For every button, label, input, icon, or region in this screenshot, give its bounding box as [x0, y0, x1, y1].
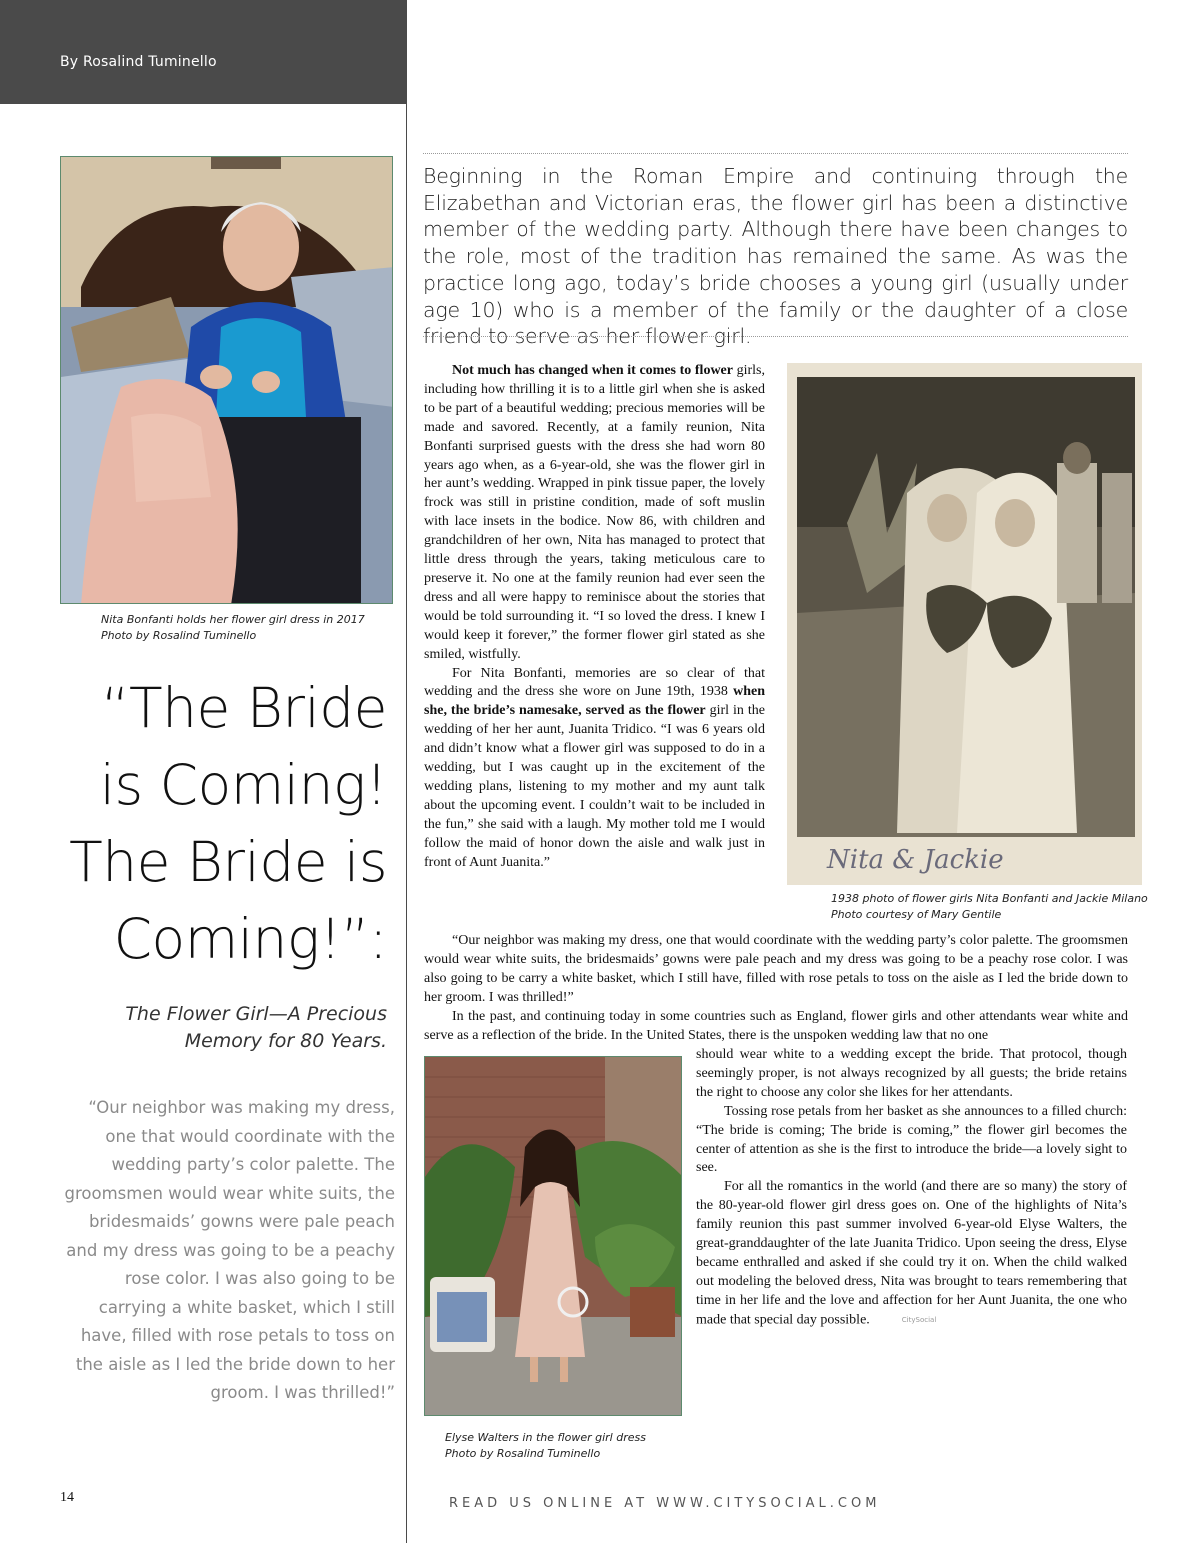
- page-number: 14: [60, 1490, 74, 1505]
- article-paragraph: should wear white to a wedding except the bride. That protocol, though seemingly proper, is not always recognized by all guests; the bride retains the right to choose any color she likes for her attendants.: [696, 1047, 1127, 1100]
- article-paragraph: [696, 1178, 1127, 1330]
- photo-1938-flower-girls: [787, 363, 1142, 885]
- article-paragraph: [424, 362, 765, 665]
- footer-url: READ US ONLINE AT WWW.CITYSOCIAL.COM: [449, 1496, 881, 1511]
- column-divider: [406, 104, 407, 1543]
- headline-line: Coming!”:: [113, 907, 387, 971]
- photo-nita-illustration: [61, 157, 393, 604]
- paragraph-text: For Nita Bonfanti, memories are so clear of that wedding and the dress she wore on June 19th, 1938: [424, 665, 765, 700]
- caption-credit: Photo by Rosalind Tuminello: [445, 1447, 601, 1460]
- intro-paragraph: Beginning in the Roman Empire and continuing through the Elizabethan and Victorian eras, the flower girl has been a distinctive member of the wedding party. Although there have been changes to the role, most of the tradition has remained the same. As was the practice long ago, today’s bride chooses a young girl (usually under age 10) who is a member of the family or the daughter of a close friend to serve as her flower girl.: [423, 164, 1128, 349]
- article-paragraph: In the past, and continuing today in some countries such as England, flower girls and other attendants wear white and serve as a reflection of the bride. In the United States, there is the unspoken wedding law that no one: [424, 1008, 1128, 1043]
- dotted-rule-top: [423, 153, 1128, 154]
- subheadline-line: The Flower Girl—A Precious: [125, 1003, 387, 1025]
- bold-phrase: when she, the bride’s namesake, served as the flower: [424, 684, 765, 719]
- article-column-upper: [424, 362, 765, 872]
- subheadline: [90, 1001, 387, 1055]
- caption-credit: Photo courtesy of Mary Gentile: [831, 908, 1002, 921]
- paragraph-text: girl in the wedding of her her aunt, Juanita Tridico. “I was 6 years old and didn’t know what a flower girl was supposed to do in a wedding, but I was caught up in the excitement of the wedding plans, listening to my mother and my aunt talk about the upcoming event. I couldn’t wait to be included in the fun,” she said with a laugh. My mother told me I would follow the maid of honor down the aisle and walk just in front of Aunt Juanita.”: [424, 703, 766, 870]
- end-mark-logo: CitySocial: [901, 1315, 937, 1324]
- headline-line: “The Bride: [101, 676, 387, 740]
- article-paragraph: [424, 665, 765, 873]
- paragraph-text: girls, including how thrilling it is to a little girl when she is asked to be part of a beautiful wedding; precious memories will be made and savored. Recently, at a family reunion, Nita Bonfanti surprised guests with the dress she had worn 80 years ago when, as a 6-year-old, she was the flower girl in her aunt’s wedding. Wrapped in pink tissue paper, the lovely frock was still in pristine condition, made of soft muslin with lace insets in the bodice. Now 86, with children and grandchildren of her own, Nita has managed to protect that little dress through the years, taking meticulous care to preserve it. No one at the family reunion had ever seen the dress and all were happy to reminisce about the stories that would be told surrounding it. “I so loved the dress. I knew I would keep it forever,” the former flower girl stated as she smiled, wistfully.: [424, 363, 765, 662]
- article-column-full: [424, 932, 1128, 1045]
- lead-in: Not much has changed when it comes to flower: [452, 363, 733, 378]
- headline: [40, 670, 387, 978]
- paragraph-text: For all the romantics in the world (and there are so many) the story of the 80-year-old flower girl dress goes on. One of the highlights of Nita’s family reunion this past summer involved 6-year-old Elyse Walters, the great-granddaughter of the late Juanita Tridico. Upon seeing the dress, Elyse became enthralled and asked if she could try it on. When the child walked out modeling the beloved dress, Nita was brought to tears remembering that time in her life and the love and affection for her Aunt Juanita, the one who made that special day possible.: [696, 1179, 1127, 1328]
- caption-credit: Photo by Rosalind Tuminello: [101, 629, 257, 642]
- photo-1938-caption: [831, 891, 1151, 923]
- article-paragraph: Tossing rose petals from her basket as she announces to a filled church: “The bride is coming; The bride is coming,” the flower girl becomes the center of attention as she is the first to introduce the bride—a lovely sight to see.: [696, 1103, 1127, 1176]
- photo-1938-illustration: [787, 363, 1142, 885]
- photo-nita-caption: [101, 612, 401, 644]
- headline-line: is Coming!: [99, 753, 387, 817]
- caption-line: Nita Bonfanti holds her flower girl dress in 2017: [101, 613, 365, 626]
- headline-line: The Bride is: [69, 830, 387, 894]
- article-paragraph: “Our neighbor was making my dress, one that would coordinate with the wedding party’s color palette. The groomsmen would wear white suits, the bridesmaids’ gowns were pale peach and my dress was going to be a peachy rose color. I was also going to be carry a white basket, which I still have, filled with rose petals to toss on the aisle as I led the bride down to her groom. I was thrilled!”: [424, 933, 1128, 1005]
- photo-nita-with-dress: [60, 156, 393, 604]
- dotted-rule-bottom: [423, 336, 1128, 337]
- caption-line: 1938 photo of flower girls Nita Bonfanti and Jackie Milano: [831, 892, 1148, 905]
- pull-quote: “Our neighbor was making my dress, one that would coordinate with the wedding party’s color palette. The groomsmen would wear white suits, the bridesmaids’ gowns were pale peach and my dress was going to be a peachy rose color. I was also going to be carrying a white basket, which I still have, filled with rose petals to toss on the aisle as I led the bride down to her groom. I was thrilled!”: [64, 1098, 395, 1402]
- byline-bar: [0, 0, 407, 104]
- article-column-lower: [696, 1046, 1127, 1330]
- photo-elyse-in-dress: [424, 1056, 682, 1416]
- photo-elyse-caption: [445, 1430, 685, 1462]
- photo-elyse-illustration: [425, 1057, 682, 1416]
- subheadline-line: Memory for 80 Years.: [184, 1030, 387, 1052]
- byline: By Rosalind Tuminello: [60, 54, 217, 70]
- caption-line: Elyse Walters in the flower girl dress: [445, 1431, 646, 1444]
- photo-inscription: Nita & Jackie: [827, 845, 1004, 875]
